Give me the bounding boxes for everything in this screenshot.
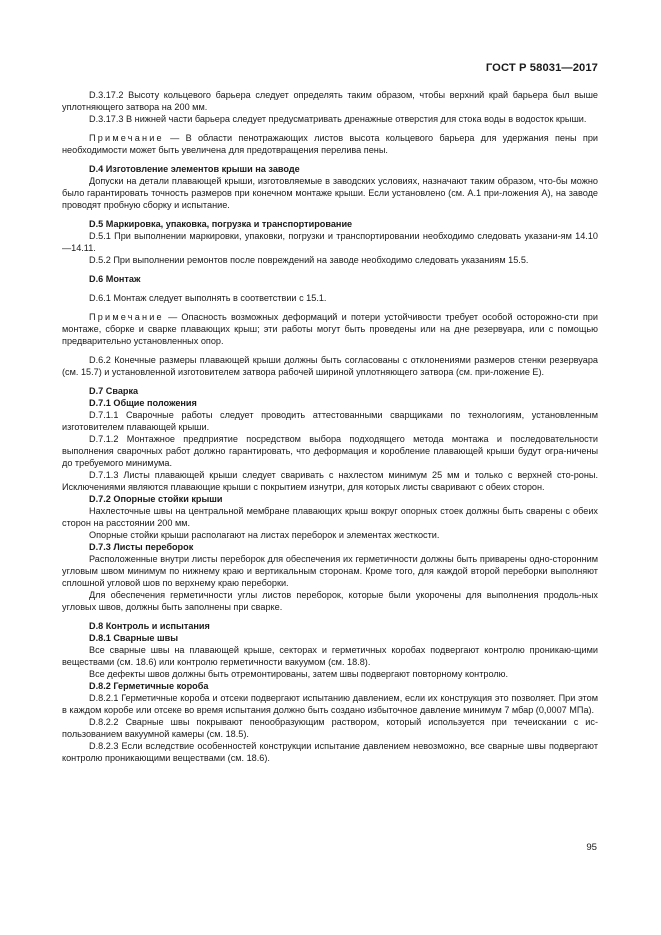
paragraph: D.8.2.3 Если вследствие особенностей конструкции испытание давлением невозможно, все сварные швы подвергают контролю проникающими веществами (см. 18.6). <box>62 741 598 763</box>
note <box>62 311 598 347</box>
subsection-heading: D.8.1 Сварные швы <box>89 633 178 643</box>
paragraph: Для обеспечения герметичности углы листов переборок, которые были укорочены для выполнения продоль-ных угловых швов, должны быть заполнены при сварке. <box>62 590 598 612</box>
paragraph: D.7.1.1 Сварочные работы следует проводить аттестованными сварщиками по технологиям, установленным изготовителем плавающей крыши. <box>62 410 598 432</box>
paragraph: Все дефекты швов должны быть отремонтированы, затем швы подвергают повторному контролю. <box>89 669 509 679</box>
paragraph: Все сварные швы на плавающей крыше, секторах и герметичных коробах подвергают контролю проникаю-щими веществами (см. 18.6) или контролю герметичности вакуумом (см. 18.8). <box>62 645 598 667</box>
paragraph: D.5.2 При выполнении ремонтов после повреждений на заводе необходимо следовать указаниям 15.5. <box>89 255 529 265</box>
section-heading: D.6 Монтаж <box>89 274 141 284</box>
paragraph: Опорные стойки крыши располагают на листах переборок и элементах жесткости. <box>89 530 440 540</box>
subsection-heading: D.7.3 Листы переборок <box>89 542 194 552</box>
paragraph: D.5.1 При выполнении маркировки, упаковки, погрузки и транспортировании необходимо следовать указани-ям 14.10—14.11. <box>62 231 598 253</box>
note <box>62 132 598 156</box>
note-text: — В области пенотражающих листов высота кольцевого барьера для удержания пены при необходимости может быть увеличена для предотвращения перелива пены. <box>62 133 598 155</box>
section-heading: D.4 Изготовление элементов крыши на заводе <box>89 164 300 174</box>
subsection-heading: D.7.2 Опорные стойки крыши <box>89 494 223 504</box>
section-heading: D.5 Маркировка, упаковка, погрузка и транспортирование <box>89 219 353 229</box>
standard-code-header: ГОСТ Р 58031—2017 <box>485 62 598 74</box>
paragraph: D.7.1.2 Монтажное предприятие посредством выбора подходящего метода монтажа и последовательности выполнения сварочных работ должно гарантировать, что деформация и коробление плавающей крыши будут огра-ничены до требуемого минимума. <box>62 434 598 468</box>
subsection-heading: D.7.1 Общие положения <box>89 398 197 408</box>
paragraph: Нахлесточные швы на центральной мембране плавающих крыш вокруг опорных стоек должны быть сварены с обеих сторон на расстоянии 200 мм. <box>62 506 598 528</box>
page-number: 95 <box>586 842 597 853</box>
paragraph: D.6.2 Конечные размеры плавающей крыши должны быть согласованы с отклонениями размеров стенки резервуара (см. 15.7) и установленной изготовителем затвора рабочей шириной уплотняющего затвора (см. при-ложение Е). <box>62 355 598 377</box>
section-heading: D.8 Контроль и испытания <box>89 621 210 631</box>
paragraph: D.8.2.1 Герметичные короба и отсеки подвергают испытанию давлением, если их конструкция это позволяет. При этом в каждом коробе или отсеке во время испытания должно быть создано избыточное давление минимум 7 мбар (0,0007 МПа). <box>62 693 598 715</box>
paragraph: D.6.1 Монтаж следует выполнять в соответствии с 15.1. <box>89 293 327 303</box>
section-heading: D.7 Сварка <box>89 386 139 396</box>
paragraph: D.8.2.2 Сварные швы покрывают пенообразующим раствором, который используется при течеискании с ис-пользованием вакуумной камеры (см. 18.5). <box>62 717 598 739</box>
paragraph: Допуски на детали плавающей крыши, изготовляемые в заводских условиях, назначают таким образом, что-бы можно было гарантировать точность размеров при конечном монтаже крыши. Если установлено (см. А.1 при-ложения А), на заводе проводят пробную сборку и испытание. <box>62 176 598 210</box>
subsection-heading: D.8.2 Герметичные короба <box>89 681 209 691</box>
paragraph: D.7.1.3 Листы плавающей крыши следует сваривать с нахлестом минимум 25 мм и только с верхней сто-роны. Исключениями являются плавающие крыши с покрытием изнутри, для которых листы сваривают с обеих сторон. <box>62 470 598 492</box>
note-text: — Опасность возможных деформаций и потери устойчивости требует особой осторожно-сти при монтаже, сборке и сварке плавающих крыш; эти работы могут быть проведены или на дне резервуара, или с помощью предварительно установленных опор. <box>62 312 598 346</box>
paragraph: Расположенные внутри листы переборок для обеспечения их герметичности должны быть приварены одно-сторонним угловым швом минимум по нижнему краю и вертикальным сторонам. Кроме того, для каждой второй переборки выполняют сплошной угловой шов по верхнему краю переборки. <box>62 554 598 588</box>
note-label: Примечание <box>89 133 164 143</box>
paragraph: D.3.17.3 В нижней части барьера следует предусматривать дренажные отверстия для стока воды в водосток крыши. <box>89 114 587 124</box>
page-body <box>62 89 598 764</box>
note-label: Примечание <box>89 312 164 322</box>
paragraph: D.3.17.2 Высоту кольцевого барьера следует определять таким образом, чтобы верхний край барьера был выше уплотняющего затвора на 200 мм. <box>62 90 598 112</box>
